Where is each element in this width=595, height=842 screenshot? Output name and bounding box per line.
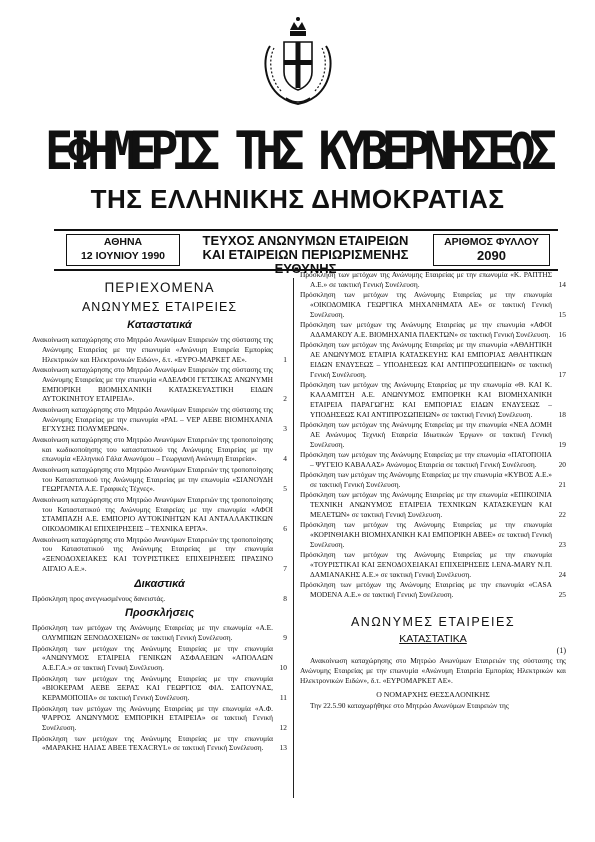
toc-entry-text: Πρόσκληση των μετόχων της Ανώνυμης Εταιρείας με την επωνυμία «Α.Ε. ΟΛΥΜΠΙΩΝ ΞΕΝΟΔΟΧΕΙΩΝ» σε τακτική Γενική Συνέλευση. xyxy=(32,623,273,643)
toc-section-title: Καταστατικά xyxy=(127,319,192,331)
notice-number: (1) xyxy=(556,646,566,656)
toc-entry-text: Ανακοίνωση καταχώρησης στο Μητρώο Ανωνύμων Εταιρειών της τροποποίησης του Καταστατικού της Ανώνυμης Εταιρείας με την επωνυμία «ΞΕΝΟΔΟΧΕΙΑΚΕΣ ΚΑΙ ΤΟΥΡΙΣΤΙΚΕΣ ΕΠΙΧΕΙΡΗΣΕΙΣ ΠΡΑΣΙΝΟ ΑΙΓΑΙΟ Α.Ε.». xyxy=(32,534,273,573)
toc-entry xyxy=(32,435,287,464)
toc-entry xyxy=(32,704,287,733)
prefect-heading: Ο ΝΟΜΑΡΧΗΣ ΘΕΣΣΑΛΟΝΙΚΗΣ xyxy=(376,690,490,700)
toc-entry-text: Πρόσκληση των μετόχων της Ανώνυμης Εταιρείας με την επωνυμία «ΤΟΥΡΙΣΤΙΚΑΙ ΚΑΙ ΞΕΝΟΔΟΧΕΙΑΚΑΙ ΕΠΙΧΕΙΡΗΣΕΙΣ LENA-MARY Ν.Π. ΔΑΜΙΑΝΑΚΗΣ Α.Ε.» σε τακτική Γενική Συνέλευση. xyxy=(300,550,552,579)
toc-entry xyxy=(300,340,566,379)
toc-entry-page: 2 xyxy=(283,394,287,404)
toc-right-entries xyxy=(300,270,566,600)
toc-entry-page: 20 xyxy=(558,459,566,469)
toc-entry-page: 7 xyxy=(283,563,287,573)
toc-entry xyxy=(300,580,566,600)
toc-entry-page: 18 xyxy=(558,409,566,419)
toc-entry xyxy=(300,490,566,519)
toc-entry xyxy=(32,674,287,703)
toc-entry-page: 11 xyxy=(279,693,287,703)
toc-heading: ΠΕΡΙΕΧΟΜΕΝΑ xyxy=(104,280,215,295)
toc-left-column xyxy=(32,280,287,754)
issue-type-line2: ΚΑΙ ΕΤΑΙΡΕΙΩΝ ΠΕΡΙΩΡΙΣΜΕΝΗΣ ΕΥΘΥΝΗΣ xyxy=(202,247,409,276)
issue-type-line1: ΤΕΥΧΟΣ ΑΝΩΝΥΜΩΝ ΕΤΑΙΡΕΙΩΝ xyxy=(202,233,409,248)
toc-entry-text: Πρόσκληση των μετόχων της Ανώνυμης Εταιρείας με την επωνυμία «ΚΥΒΟΣ Α.Ε.» σε τακτική Γενική Συνέλευση. xyxy=(300,470,552,489)
toc-entry-text: Πρόσκληση προς ανεγνωσμένους δανειστάς. xyxy=(32,593,166,603)
toc-entry xyxy=(32,644,287,673)
toc-entry-text: Πρόσκληση των μετόχων της Ανώνυμης Εταιρείας με την επωνυμία «Α.Φ. ΨΑΡΡΟΣ ΑΝΩΝΥΜΟΣ ΕΜΠΟΡΙΚΗ ΕΤΑΙΡΕΙΑ» σε τακτική Γενική Συνέλευση. xyxy=(32,703,273,733)
toc-entry-text: Ανακοίνωση καταχώρησης στο Μητρώο Ανωνύμων Εταιρειών της σύστασης της Ανώνυμης Εταιρείας με την επωνυμία «ΑΔΕΛΦΟΙ ΓΕΤΣΙΚΑΣ ΑΝΩΝΥΜΗ ΕΜΠΟΡΙΚΗ ΒΙΟΜΗΧΑΝΙΚΗ ΚΑΤΑΣΚΕΥΑΣΤΙΚΗ ΕΙΔΩΝ ΑΥΤΟΚΙΝΗΤΟΥ ΕΤΑΙΡΕΙΑ». xyxy=(32,364,273,404)
toc-entry-text: Πρόσκληση των μετόχων της Ανώνυμης Εταιρείας με την επωνυμία «ΠΑΤΟΠΟΙΙΑ – ΨΥΓΕΙΟ ΚΑΒΑΛΑΣ» Ανώνυμος Εταιρεία σε τακτική Γενική Συνέλευση. xyxy=(300,449,552,469)
toc-entry xyxy=(32,734,287,754)
toc-entry xyxy=(300,380,566,419)
toc-entry-page: 4 xyxy=(283,454,287,464)
toc-section-title: Δικαστικά xyxy=(134,577,185,590)
toc-entry xyxy=(32,365,287,404)
toc-entry xyxy=(32,405,287,434)
toc-entry-page: 24 xyxy=(558,569,566,579)
toc-entry-text: Ανακοίνωση καταχώρησης στο Μητρώο Ανωνύμων Εταιρειών της τροποποίησης του Καταστατικού της Ανώνυμης Εταιρείας με την επωνυμία «ΑΦΟΙ ΣΤΑΜΠΑΖΗ Α.Ε. ΕΜΠΟΡΙΟ ΑΥΤΟΚΙΝΗΤΩΝ ΚΑΙ ΑΝΤΑΛΛΑΚΤΙΚΩΝ ΟΙΚΟΔΟΜΙΚΑΙ ΕΠΙΧΕΙΡΗΣΕΙΣ – ΤΕΧΝΙΚΑ ΕΡΓΑ». xyxy=(32,494,273,534)
toc-entry-text: Πρόσκληση των μετόχων της Ανώνυμης Εταιρείας με την επωνυμία «ΜΑΡΑΚΗΣ ΗΛΙΑΣ ΑΒΕΕ ΤΕΧΑCRYL» σε τακτική Γενική Συνέλευση. xyxy=(32,733,273,753)
toc-entry xyxy=(300,450,566,470)
toc-entry xyxy=(300,270,566,290)
toc-entry-page: 13 xyxy=(279,743,287,753)
toc-entry-page: 14 xyxy=(558,279,566,289)
toc-entry xyxy=(32,465,287,494)
toc-entry-page: 12 xyxy=(279,723,287,733)
toc-entry-page: 25 xyxy=(558,590,566,600)
toc-entry-page: 17 xyxy=(558,369,566,379)
toc-entry-text: Πρόσκληση των μετόχων της Ανώνυμης Εταιρείας με την επωνυμία «Κ. ΡΑΠΤΗΣ Α.Ε.» σε τακτική Γενική Συνέλευση. xyxy=(300,270,552,289)
toc-entry-page: 5 xyxy=(283,484,287,494)
toc-entry-text: Πρόσκληση των μετόχων της Ανώνυμης Εταιρείας με την επωνυμία «ΑΘΛΗΤΙΚΗ ΑΕ ΑΝΩΝΥΜΟΣ ΕΤΑΙΡΙΑ ΚΑΤΑΣΚΕΥΗΣ ΚΑΙ ΕΜΠΟΡΙΑΣ ΑΘΛΗΤΙΚΩΝ ΕΙΔΩΝ ΕΝΔΥΣΕΩΣ – ΥΠΟΔΗΣΕΩΣ ΚΑΙ ΑΝΤΙΠΡΟΣΩΠΕΙΩΝ» σε τακτική Γενική Συνέλευση. xyxy=(300,340,552,379)
notice-text: Ανακοίνωση καταχώρησης στο Μητρώο Ανωνύμων Εταιρειών της σύστασης της Ανώνυμης Εταιρείας με την επωνυμία «Ανώνυμη Εταιρεία Εμπορίας Ηλεκτρικών και Ηλεκτρονικών Ειδών», δ.τ. «ΕΥΡΟΜΑΡΚΕΤ ΑΕ». xyxy=(300,656,566,685)
gazette-subtitle: ΤΗΣ ΕΛΛΗΝΙΚΗΣ ΔΗΜΟΚΡΑΤΙΑΣ xyxy=(90,184,505,214)
body-section-subtitle: ΚΑΤΑΣΤΑΤΙΚΑ xyxy=(399,633,467,646)
toc-entry xyxy=(300,290,566,319)
sheet-number: 2090 xyxy=(477,248,506,263)
toc-entry-page: 15 xyxy=(558,309,566,319)
toc-entry xyxy=(32,495,287,534)
toc-entry xyxy=(300,420,566,449)
toc-entry-page: 21 xyxy=(558,479,566,489)
toc-entry-page: 23 xyxy=(558,539,566,549)
city-label: ΑΘΗΝΑ xyxy=(103,236,143,248)
toc-entry-page: 8 xyxy=(283,593,287,603)
toc-entry-page: 10 xyxy=(279,663,287,673)
toc-entry xyxy=(300,470,566,490)
toc-entry-text: Ανακοίνωση καταχώρησης στο Μητρώο Ανωνύμων Εταιρειών της σύστασης της Ανώνυμης Εταιρείας με την επωνυμία «Ανώνυμη Εταιρεία Εμπορίας Ηλεκτρικών και Ηλεκτρονικών Ειδών», δ.τ. «ΕΥΡΟ-ΜΑΡΚΕΤ ΑΕ». xyxy=(32,335,273,364)
issue-date: 12 ΙΟΥΝΙΟΥ 1990 xyxy=(80,250,166,262)
toc-entry xyxy=(32,594,287,604)
toc-entry xyxy=(300,520,566,549)
toc-entry-text: Ανακοίνωση καταχώρησης στο Μητρώο Ανωνύμων Εταιρειών της σύστασης της Ανώνυμης Εταιρείας με την επωνυμία «PAL – VEP ΑΕΒΕ ΒΙΟΜΗΧΑΝΙΑ ΕΓΧΥΣΗΣ ΠΟΛΥΜΕΡΩΝ». xyxy=(32,404,273,434)
column-divider xyxy=(293,278,294,798)
toc-entry-page: 19 xyxy=(558,439,566,449)
toc-subheading: ΑΝΩΝΥΜΕΣ ΕΤΑΙΡΕΙΕΣ xyxy=(81,300,238,314)
toc-entry-text: Ανακοίνωση καταχώρησης στο Μητρώο Ανωνύμων Εταιρειών της τροποποίησης και κωδικοποίησης του καταστατικού της Ανώνυμης Εταιρείας με την επωνυμία «Ελληνικό Γάλα Ανωνύμου – Γεωργιανή Ανώνυμη Εταιρεία». xyxy=(32,434,273,464)
toc-entry-text: Πρόσκληση των μετόχων της Ανώνυμης Εταιρείας με την επωνυμία «CASA MODENA Α.Ε.» σε τακτική Γενική Συνέλευση. xyxy=(300,580,552,600)
toc-entry-page: 9 xyxy=(283,633,287,643)
issue-type-box xyxy=(197,233,414,276)
place-date-box xyxy=(66,234,180,266)
toc-entry-text: Πρόσκληση των μετόχων της Ανώνυμης Εταιρείας με την επωνυμία «Θ. ΚΑΙ Κ. ΚΑΛΑΜΙΤΣΗ Α.Ε. ΑΝΩΝΥΜΟΣ ΕΜΠΟΡΙΚΗ ΚΑΙ ΒΙΟΜΗΧΑΝΙΚΗ ΕΤΑΙΡΕΙΑ ΠΑΡΑΓΩΓΗΣ ΚΑΙ ΕΜΠΟΡΙΑΣ ΕΙΔΩΝ ΕΝΔΥΣΕΩΣ – ΥΠΟΔΗΣΕΩΣ ΚΑΙ ΑΝΤΙΠΡΟΣΩΠΕΙΩΝ» σε τακτική Γενική Συνέλευση. xyxy=(300,380,552,419)
toc-entry xyxy=(300,550,566,579)
toc-entry-text: Πρόσκληση των μετόχων της Ανώνυμης Εταιρείας με την επωνυμία «ΑΦΟΙ ΑΔΑΜΑΚΟΥ Α.Ε. ΒΙΟΜΗΧΑΝΙΑ ΠΛΕΚΤΩΝ» σε τακτική Γενική Συνέλευση. xyxy=(300,320,552,339)
toc-right-column xyxy=(300,270,566,711)
toc-entry-text: Ανακοίνωση καταχώρησης στο Μητρώο Ανωνύμων Εταιρειών της τροποποίησης του Καταστατικού της Ανώνυμης Εταιρείας με την επωνυμία «ΣΙΑΝΟΥΔΗ ΓΕΩΡΓΑΝΤΑ Α.Ε. Γραφικές Τέχνες». xyxy=(32,464,273,494)
toc-entry-text: Πρόσκληση των μετόχων της Ανώνυμης Εταιρείας με την επωνυμία «ΑΝΩΝΥΜΟΣ ΕΤΑΙΡΕΙΑ ΓΕΝΙΚΩΝ ΑΣΦΑΛΕΙΩΝ «ΑΠΟΛΛΩΝ Α.Ε.Γ.Α.» σε τακτική Γενική Συνέλευση. xyxy=(32,643,273,673)
toc-entry-page: 22 xyxy=(558,509,566,519)
toc-entry-page: 1 xyxy=(283,354,287,364)
toc-entry-text: Πρόσκληση των μετόχων της Ανώνυμης Εταιρείας με την επωνυμία «ΝΕΑ ΔΟΜΗ ΑΕ Ανώνυμος Τεχνική Εταιρεία Ιδιωτικών Έργων» σε τακτική Γενική Συνέλευση. xyxy=(300,419,552,449)
prefect-text: Την 22.5.90 καταχωρήθηκε στο Μητρώο Ανωνύμων Εταιρειών της xyxy=(310,701,509,711)
toc-entry-text: Πρόσκληση των μετόχων της Ανώνυμης Εταιρείας με την επωνυμία «ΕΠΙΚΟΙΝΙΑ ΤΕΧΝΙΚΗ ΑΝΩΝΥΜΟΣ ΕΤΑΙΡΕΙΑ ΤΕΧΝΙΚΩΝ ΚΑΤΑΣΚΕΥΩΝ ΚΑΙ ΜΕΛΕΤΩΝ» σε τακτική Γενική Συνέλευση. xyxy=(300,490,552,519)
issue-info-bar xyxy=(54,229,558,276)
toc-sections xyxy=(32,318,287,753)
toc-entry xyxy=(32,623,287,643)
sheet-number-box xyxy=(433,234,550,266)
toc-section-title: Προσκλήσεις xyxy=(124,607,195,620)
toc-entry-text: Πρόσκληση των μετόχων της Ανώνυμης Εταιρείας με την επωνυμία «ΟΙΚΟΔΟΜΙΚΑ ΓΕΩΡΓΙΚΑ ΜΗΧΑΝΗΜΑΤΑ ΑΕ» σε τακτική Γενική Συνέλευση. xyxy=(300,290,552,319)
toc-entry-page: 16 xyxy=(558,329,566,339)
toc-entry-text: Πρόσκληση των μετόχων της Ανώνυμης Εταιρείας με την επωνυμία «ΒΙΟΚΕΡΑΜ ΑΕΒΕ ΞΕΡΑΣ ΚΑΙ ΓΕΩΡΓΙΟΣ ΦΙΛ. ΣΑΠΟΥΝΑΣ, ΚΕΡΑΜΟΠΟΙΙΑ» σε τακτική Γενική Συνέλευση. xyxy=(32,673,273,703)
body-section-title: ΑΝΩΝΥΜΕΣ ΕΤΑΙΡΕΙΕΣ xyxy=(350,615,516,630)
toc-entry-text: Πρόσκληση των μετόχων της Ανώνυμης Εταιρείας με την επωνυμία «ΚΟΡΙΝΘΙΑΚΗ ΒΙΟΜΗΧΑΝΙΚΗ ΚΑΙ ΕΜΠΟΡΙΚΗ ΑΒΕΕ» σε τακτική Γενική Συνέλευση. xyxy=(300,520,552,549)
toc-entry xyxy=(32,335,287,364)
toc-entry xyxy=(300,320,566,340)
gazette-title: ΕΦΗΜΕΡΙΣ ΤΗΣ ΚΥΒΕΡΝΗΣΕΩΣ xyxy=(45,121,550,182)
toc-entry-page: 6 xyxy=(283,524,287,534)
toc-entry xyxy=(32,535,287,574)
greek-coat-of-arms-emblem xyxy=(260,8,336,108)
toc-entry-page: 3 xyxy=(283,424,287,434)
sheet-number-label: ΑΡΙΘΜΟΣ ΦΥΛΛΟΥ xyxy=(444,236,539,248)
